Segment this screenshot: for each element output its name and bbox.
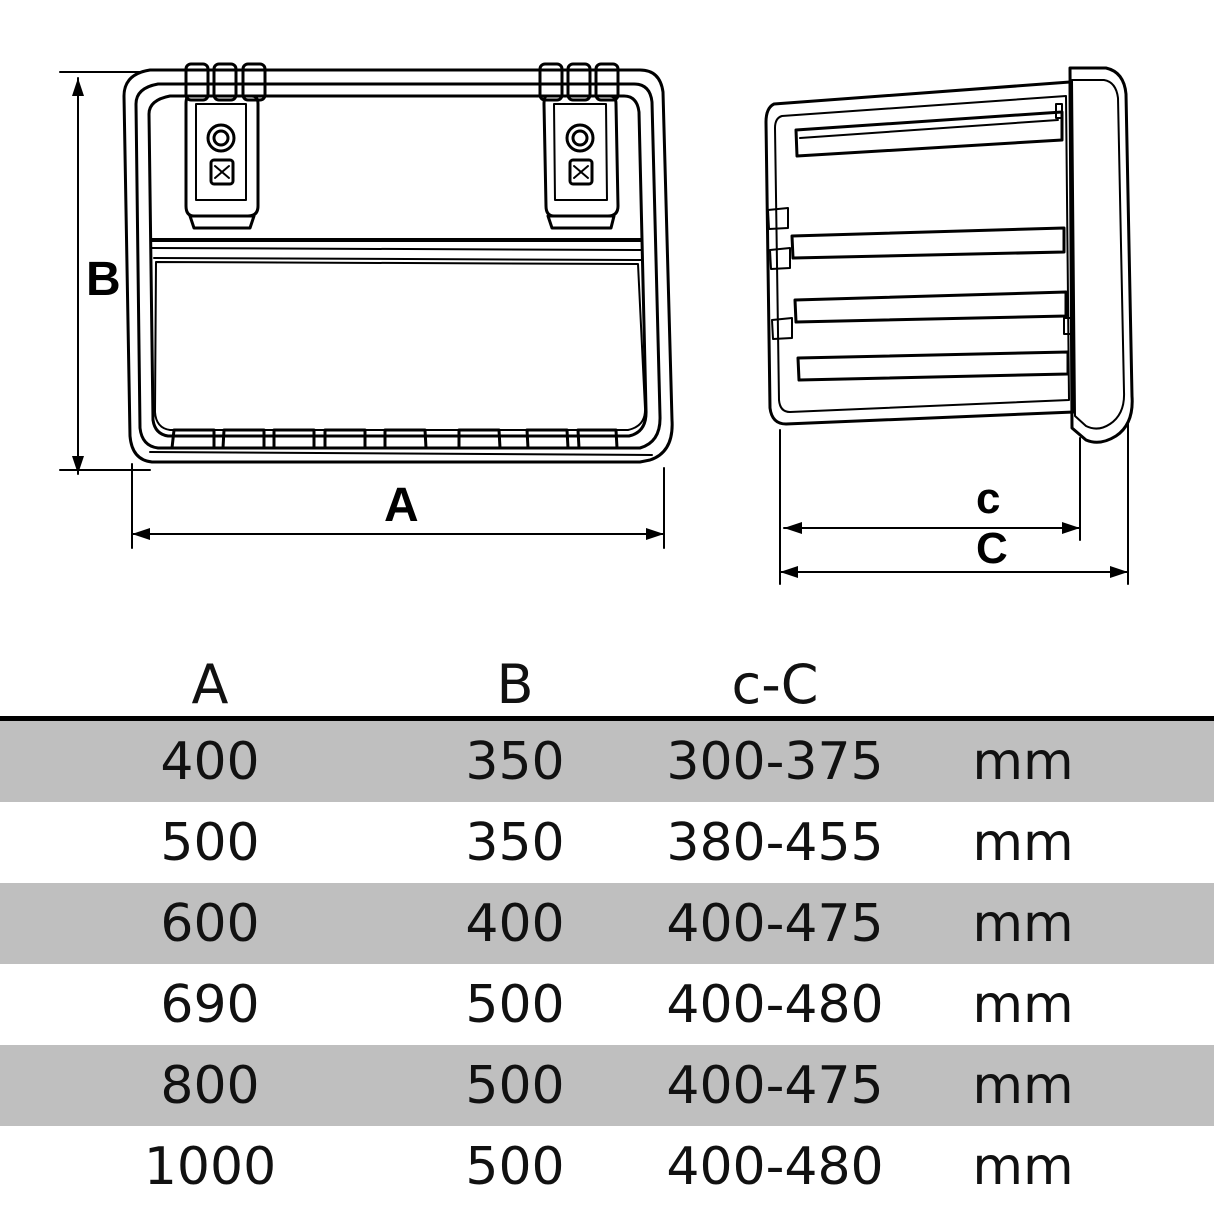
table-header-a: A bbox=[191, 653, 229, 716]
table-header-cc: c-C bbox=[731, 653, 819, 716]
table-row bbox=[0, 721, 1214, 802]
side-view-of-case bbox=[766, 68, 1132, 442]
dimension-label-b: B bbox=[86, 253, 121, 306]
cell-unit: mm bbox=[972, 812, 1074, 873]
table-row bbox=[0, 1126, 1214, 1207]
table-body bbox=[0, 716, 1214, 1207]
table-row bbox=[0, 1045, 1214, 1126]
cell-unit: mm bbox=[972, 1055, 1074, 1116]
cell-b: 500 bbox=[465, 974, 565, 1035]
cell-b: 400 bbox=[465, 893, 565, 954]
cell-b: 500 bbox=[465, 1136, 565, 1197]
dimension-label-c-lower: c bbox=[976, 474, 1001, 523]
cell-a: 400 bbox=[160, 731, 260, 792]
table-header-row bbox=[0, 620, 1214, 716]
cell-unit: mm bbox=[972, 974, 1074, 1035]
cell-unit: mm bbox=[972, 731, 1074, 792]
cell-cc: 400-475 bbox=[666, 893, 884, 954]
cell-cc: 400-475 bbox=[666, 1055, 884, 1116]
cell-cc: 300-375 bbox=[666, 731, 884, 792]
front-view-of-case bbox=[124, 64, 672, 462]
table-row bbox=[0, 964, 1214, 1045]
cell-b: 350 bbox=[465, 812, 565, 873]
cell-unit: mm bbox=[972, 1136, 1074, 1197]
table-header-b: B bbox=[496, 653, 534, 716]
cell-b: 350 bbox=[465, 731, 565, 792]
cell-cc: 400-480 bbox=[666, 974, 884, 1035]
dimension-label-a: A bbox=[384, 479, 419, 532]
cell-a: 500 bbox=[160, 812, 260, 873]
cell-a: 600 bbox=[160, 893, 260, 954]
cell-a: 800 bbox=[160, 1055, 260, 1116]
cell-cc: 380-455 bbox=[666, 812, 884, 873]
dimension-lines bbox=[60, 72, 1128, 584]
cell-unit: mm bbox=[972, 893, 1074, 954]
table-row bbox=[0, 802, 1214, 883]
dimension-label-c-upper: C bbox=[976, 524, 1008, 573]
table-row bbox=[0, 883, 1214, 964]
cell-a: 690 bbox=[160, 974, 260, 1035]
cell-b: 500 bbox=[465, 1055, 565, 1116]
cell-cc: 400-480 bbox=[666, 1136, 884, 1197]
cell-a: 1000 bbox=[143, 1136, 277, 1197]
dimension-table bbox=[0, 620, 1214, 1207]
